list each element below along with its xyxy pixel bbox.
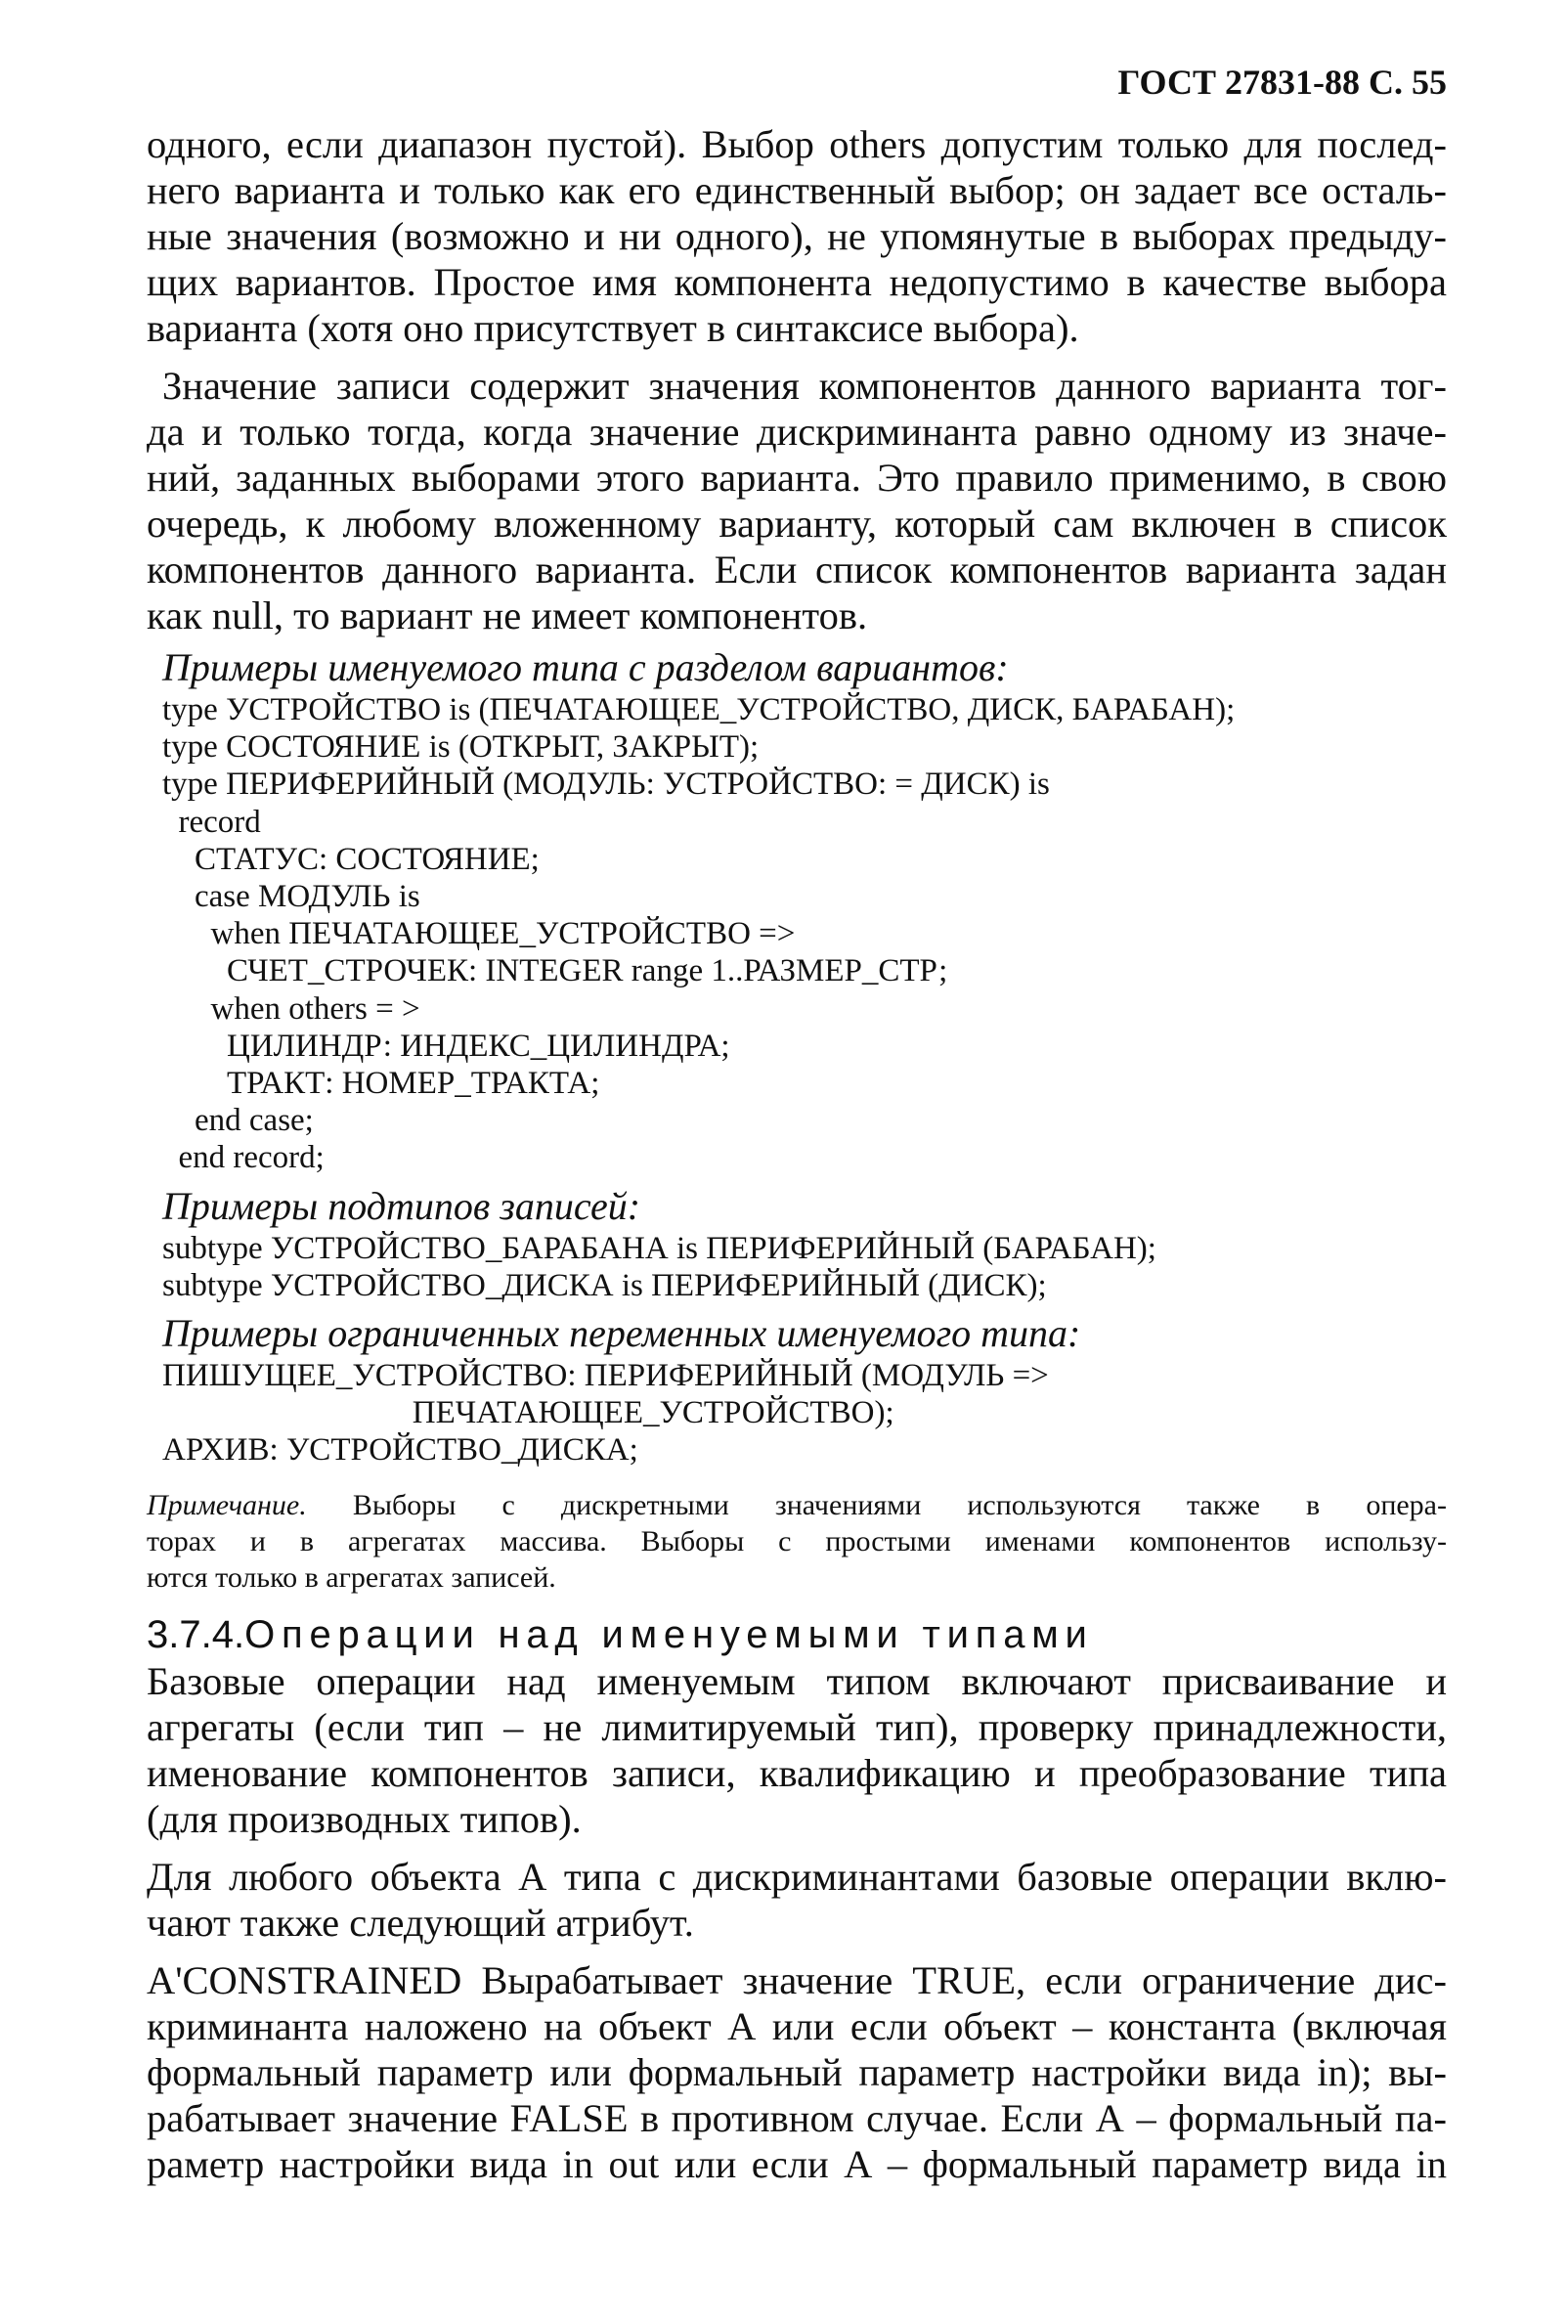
code-line: record [162, 804, 261, 840]
text-line: варианта (хотя оно присутствует в синтаксисе выбора). [147, 306, 1079, 350]
paragraph-3 [147, 1658, 1447, 1842]
text-line: как null, то вариант не имеет компонентов. [147, 593, 868, 637]
code-line: subtype УСТРОЙСТВО_БАРАБАНА is ПЕРИФЕРИЙНЫЙ (БАРАБАН); [162, 1230, 1156, 1266]
text-line: ные значения (возможно и ни одного), не упомянутые в выборах предыду- [147, 214, 1447, 258]
code-line: ПИШУЩЕЕ_УСТРОЙСТВО: ПЕРИФЕРИЙНЫЙ (МОДУЛЬ => [162, 1358, 1049, 1394]
code-line: end case; [162, 1103, 314, 1139]
text-line: ний, заданных выборами этого варианта. Это правило применимо, в свою [147, 456, 1447, 500]
text-line: очередь, к любому вложенному варианту, который сам включен в список [147, 502, 1447, 546]
paragraph-2 [147, 363, 1447, 638]
code-line: ПЕЧАТАЮЩЕЕ_УСТРОЙСТВО); [162, 1395, 894, 1431]
code-line: ЦИЛИНДР: ИНДЕКС_ЦИЛИНДРА; [162, 1028, 730, 1064]
text-line: (для производных типов). [147, 1796, 582, 1841]
code-line: СЧЕТ_СТРОЧЕК: INTEGER range 1..РАЗМЕР_СТР; [162, 953, 948, 989]
text-line: него варианта и только как его единственный выбор; он задает все осталь- [147, 168, 1447, 212]
paragraph-5 [147, 1957, 1447, 2187]
text-line: компонентов данного варианта. Если список компонентов варианта задан [147, 548, 1447, 592]
code-line: СТАТУС: СОСТОЯНИЕ; [162, 841, 540, 877]
code-line: subtype УСТРОЙСТВО_ДИСКА is ПЕРИФЕРИЙНЫЙ (ДИСК); [162, 1267, 1047, 1303]
section-heading [147, 1611, 1447, 1658]
code-line: type УСТРОЙСТВО is (ПЕЧАТАЮЩЕЕ_УСТРОЙСТВО, ДИСК, БАРАБАН); [162, 692, 1236, 727]
code-line: type СОСТОЯНИЕ is (ОТКРЫТ, ЗАКРЫТ); [162, 729, 760, 766]
running-head: ГОСТ 27831-88 С. 55 [1117, 63, 1447, 102]
code-block [147, 1357, 1447, 1469]
text-line: раметр настройки вида in out или если А – формальный параметр вида in [147, 2141, 1447, 2186]
code-block [147, 691, 1447, 1177]
code-line: type ПЕРИФЕРИЙНЫЙ (МОДУЛЬ: УСТРОЙСТВО: = ДИСК) is [162, 767, 1050, 803]
code-line: АРХИВ: УСТРОЙСТВО_ДИСКА; [162, 1432, 638, 1469]
note-line: торах и в агрегатах массива. Выборы с простыми именами компонентов использу- [147, 1524, 1447, 1557]
text-line: одного, если диапазон пустой). Выбор others допустим только для послед- [147, 122, 1447, 166]
text-line: щих вариантов. Простое имя компонента недопустимо в качестве выбора [147, 260, 1447, 304]
paragraph-1 [147, 121, 1447, 351]
code-line: when others = > [162, 990, 420, 1027]
code-line: ТРАКТ: НОМЕР_ТРАКТА; [162, 1066, 600, 1102]
section-number: 3.7.4. [147, 1612, 245, 1656]
note [147, 1487, 1447, 1596]
text-line: Для любого объекта А типа с дискриминантами базовые операции вклю- [147, 1854, 1447, 1899]
text-line: Значение записи содержит значения компонентов данного варианта тог- [162, 364, 1447, 408]
code-line: case МОДУЛЬ is [162, 879, 420, 915]
code-line: when ПЕЧАТАЮЩЕЕ_УСТРОЙСТВО => [162, 916, 796, 952]
text-line: именование компонентов записи, квалификацию и преобразование типа [147, 1750, 1447, 1795]
code-line: end record; [162, 1140, 325, 1176]
text-line: Базовые операции над именуемым типом включают присваивание и [147, 1658, 1447, 1703]
text-line: чают также следующий атрибут. [147, 1900, 694, 1945]
code-block [147, 1230, 1447, 1304]
text-line: A'CONSTRAINED Вырабатывает значение TRUE, если ограничение дис- [147, 1957, 1447, 2002]
text-line: рабатывает значение FALSE в противном случае. Если А – формальный па- [147, 2095, 1447, 2140]
note-text: Выборы с дискретными значениями используются также в опера- [306, 1488, 1447, 1521]
note-line [147, 1487, 1447, 1523]
text-line: да и только тогда, когда значение дискриминанта равно одному из значе- [147, 410, 1447, 454]
examples-caption: Примеры именуемого типа с разделом вариантов: [162, 645, 1009, 689]
text-line: криминанта наложено на объект А или если объект – константа (включая [147, 2003, 1447, 2048]
examples-caption: Примеры ограниченных переменных именуемого типа: [162, 1311, 1081, 1356]
document-page [147, 61, 1447, 2290]
paragraph-4 [147, 1854, 1447, 1946]
note-label: Примечание. [147, 1488, 307, 1521]
section-title: Операции над именуемыми типами [244, 1612, 1094, 1656]
text-line: формальный параметр или формальный параметр настройки вида in); вы- [147, 2049, 1447, 2094]
note-line: ются только в агрегатах записей. [147, 1560, 556, 1594]
examples-caption: Примеры подтипов записей: [162, 1183, 641, 1228]
text-line: агрегаты (если тип – не лимитируемый тип), проверку принадлежности, [147, 1704, 1447, 1749]
